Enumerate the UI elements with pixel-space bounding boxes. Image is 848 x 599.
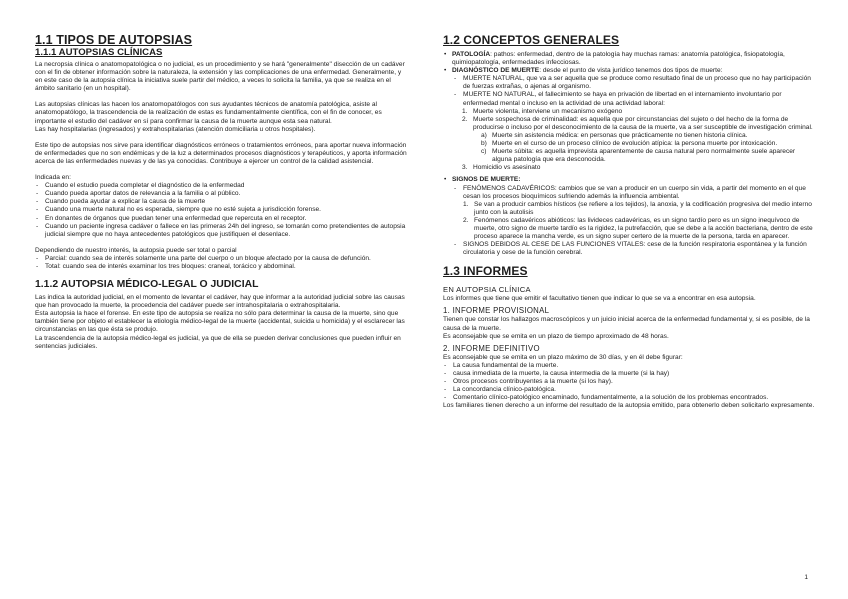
paragraph: Esta autopsia la hace el forense. En este tipo de autopsia se realiza no sólo para determinar la causa de la muerte, sino que también tiene por objeto el establecer la etiología médico-legal de la muerte (accidental, suicida u homicida) y el esclarecer las circunstancias en las que ésta se produjo. <box>35 310 405 334</box>
right-column <box>443 34 815 410</box>
page-number: 1 <box>804 574 808 581</box>
paragraph: La trascendencia de la autopsia médico-legal es judicial, ya que de ella se pueden derivar conclusiones que pueden influir en sentencias judiciales. <box>35 334 401 350</box>
definitive-report-list <box>443 362 815 402</box>
list-item: c) Muerte súbita: es aquella imprevista aparentemente de causa natural pero normalmente suele aparecer alguna patología que era desconocida. <box>481 148 796 164</box>
subsection-title-1-1-1: 1.1.1 AUTOPSIAS CLÍNICAS <box>35 47 163 58</box>
list-item: 2. Fenómenos cadavéricos abióticos: las livideces cadavéricas, es un signo tardío pero es un signo inequívoco de muerte, otro signo de muerte tardío es la rigidez, la putrefacción, que se debe a la acción bacteriana, dentro de este proceso aparece la mancha verde, es un signo super certero de la muerte de la persona, tarda en aparecer. <box>463 216 813 241</box>
term-text: : pathos: enfermedad, dentro de la patología hay muchas ramas: anatomía patológica, fisiopatología, quimiopatología, enfermedades infecciosas. <box>452 51 785 67</box>
list-item: 3. Homicidio vs asesinato <box>462 164 541 172</box>
paragraph: Las hay hospitalarias (ingresados) y extrahospitalarias (atención domiciliaria u otros hospitales). <box>35 125 316 133</box>
list-item: - MUERTE NO NATURAL, el fallecimiento se haya en privación de libertad en el internamiento involuntario por enfermedad mental o incluso en la actividad de una actividad laboral: <box>443 91 815 107</box>
paragraph: Las indica la autoridad judicial, en el momento de levantar el cadáver, hay que informar a la autoridad judicial sobre las causas que han provocado la muerte, la procedencia del cadáver puede ser intrahospitalaria o extrahospitalaria. <box>35 294 405 310</box>
left-column <box>35 34 407 351</box>
subheading-clinical: EN AUTOPSIA CLÍNICA <box>443 285 531 295</box>
list-item <box>443 67 815 75</box>
list-item: - causa inmediata de la muerte, la causa intermedia de la muerte (si la hay) <box>443 370 815 378</box>
subheading-definitive: 2. INFORME DEFINITIVO <box>443 343 540 353</box>
list-item: - FENÓMENOS CADAVÉRICOS: cambios que se van a producir en un cuerpo sin vida, a partir del momento en el que cesan los procesos bioquímicos sufriendo además la influencia ambiental. <box>443 185 815 201</box>
subsection-title-1-1-2: 1.1.2 AUTOPSIA MÉDICO-LEGAL O JUDICIAL <box>35 279 259 291</box>
list-item: a) Muerte sin asistencia médica: en personas que prácticamente no tienen historia clínica. <box>481 131 748 139</box>
subheading-provisional: 1. INFORME PROVISIONAL <box>443 306 550 316</box>
paragraph: La necropsia clínica o anatomopatológica o no judicial, es un procedimiento y se hará "generalmente" disección de un cadáver con el fin de obtener información sobre la naturaleza, la extensión y las complicaciones de una enfermedad. Generalmente, y en este caso de la autopsia clínica la iniciativa suele partir del médico, a veces lo solicita la familia, ya que se realiza en el ámbito sanitario (en un hospital). <box>35 61 405 93</box>
autopsy-extent-list <box>35 255 407 271</box>
concepts-list <box>443 51 815 75</box>
list-item: - Parcial: cuando sea de interés solamente una parte del cuerpo o un bloque afectado por la causa de defunción. <box>35 255 407 263</box>
section-title-1-2: 1.2 CONCEPTOS GENERALES <box>443 33 620 47</box>
paragraph: Es aconsejable que se emita en un plazo máximo de 30 días, y en él debe figurar: <box>443 353 683 361</box>
list-item: - Cuando pueda aportar datos de relevancia a la familia o al público. <box>35 190 407 198</box>
list-item: 1. Se van a producir cambios hísticos (se refiere a los tejidos), la anoxia, y la codificación progresiva del medio interno junto con la autolisis <box>463 200 812 216</box>
list-item: - Cuando una muerte natural no es esperada, siempre que no esté sujeta a jurisdicción forense. <box>35 206 407 214</box>
list-item: - Cuando pueda ayudar a explicar la causa de la muerte <box>35 198 407 206</box>
list-item: - En donantes de órganos que puedan tener una enfermedad que repercuta en el receptor. <box>35 215 407 223</box>
list-item <box>443 176 815 184</box>
list-item: - La causa fundamental de la muerte. <box>443 362 815 370</box>
list-item: - SIGNOS DEBIDOS AL CESE DE LAS FUNCIONES VITALES: cese de la función respiratoria espontánea y la función circulatoria y cese de la función cerebral. <box>443 241 815 257</box>
paragraph: Los familiares tienen derecho a un informe del resultado de la autopsia emitido, para obtenerlo deben solicitarlo expresamente. <box>443 402 815 410</box>
paragraph: Las autopsias clínicas las hacen los anatomopatólogos con sus ayudantes técnicos de anatomía patológica, asiste al anatomopatólogo, la trascendencia de la realización de estas es fundamentalmente científica, con el fin de conocer, es importante el estudio del cadáver en sí para confirmar la causa de la muerte aunque esta sea natural. <box>35 101 382 125</box>
list-item: b) Muerte en el curso de un proceso clínico de evolución atípica: la persona muerte por intoxicación. <box>481 140 778 148</box>
paragraph: Los informes que tiene que emitir el facultativo tienen que indicar lo que se va a encontrar en esa autopsia. <box>443 295 756 303</box>
list-item <box>443 51 815 67</box>
indicated-label: Indicada en: <box>35 174 71 182</box>
list-item: - MUERTE NATURAL, que va a ser aquella que se produce como resultado final de un proceso que no hay participación de fuerzas extrañas, o ajenas al organismo. <box>443 75 815 91</box>
indications-list <box>35 182 407 239</box>
section-title-1-3: 1.3 INFORMES <box>443 264 528 279</box>
list-item: - Cuando un paciente ingresa cadáver o fallece en las primeras 24h del ingreso, se tomarán como pretendientes de autopsia judicial siempre que no haya antecedentes patológicos que justifiquen el desenlace. <box>35 223 407 239</box>
signs-heading: SIGNOS DE MUERTE: <box>452 176 521 184</box>
term-label: DIAGNÓSTICO DE MUERTE <box>452 67 540 75</box>
paragraph: Dependiendo de nuestro interés, la autopsia puede ser total o parcial <box>35 246 237 254</box>
list-item: - Total: cuando sea de interés examinar los tres bloques: craneal, torácico y abdominal. <box>35 263 407 271</box>
list-item: - La concordancia clínico-patológica. <box>443 386 815 394</box>
list-item: - Otros procesos contribuyentes a la muerte (si los hay). <box>443 378 815 386</box>
section-title-1-1: 1.1 TIPOS DE AUTOPSIAS <box>35 33 193 47</box>
term-text: : desde el punto de vista jurídico tenemos dos tipos de muerte: <box>539 67 723 75</box>
list-item: 2. Muerte sospechosa de criminalidad: es aquella que por circunstancias del sujeto o del hecho de la forma de producirse o incluso por el desconocimiento de la causa de la muerte, va a ser susceptible de investigación criminal. <box>462 115 813 131</box>
paragraph: Tienen que constar los hallazgos macroscópicos y un juicio inicial acerca de la enfermedad fundamental y, si es posible, de la causa de la muerte. <box>443 316 810 332</box>
paragraph: Este tipo de autopsias nos sirve para identificar diagnósticos erróneos o tratamientos erróneos, para aportar nueva información de enfermedades que no son endémicas y de la luz a determinados procesos diagnósticos y terapéuticos, y aporta información acerca de las enfermedades nuevas y de las ya conocidas. Contribuye a ejercer un control de la calidad asistencial. <box>35 141 407 165</box>
paragraph: Es aconsejable que se emita en un plazo de tiempo aproximado de 48 horas. <box>443 332 669 340</box>
list-item: - Cuando el estudio pueda completar el diagnóstico de la enfermedad <box>35 182 407 190</box>
list-item: 1. Muerte violenta, interviene un mecanismo exógeno <box>462 107 623 115</box>
list-item: - Comentario clínico-patológico encaminado, fundamentalmente, a la solución de los problemas encontrados. <box>443 394 815 402</box>
term-label: PATOLOGÍA <box>452 51 491 58</box>
